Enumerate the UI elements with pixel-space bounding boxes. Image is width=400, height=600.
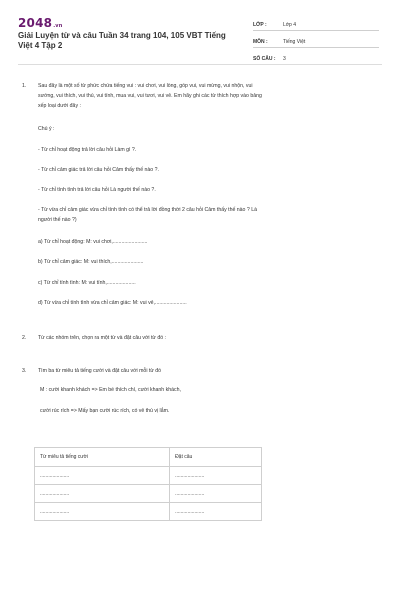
answer-line: a) Từ chỉ hoạt động: M: vui chơi,........................	[38, 239, 148, 245]
answer-line: b) Từ chỉ cảm giác: M: vui thích,......................	[38, 259, 144, 265]
note-line: - Từ chỉ tính tình trả lời câu hỏi Là người thế nào ?.	[38, 187, 156, 193]
question-number: 2.	[22, 335, 27, 341]
brand-suffix: .vn	[53, 23, 63, 29]
brand-logo[interactable]	[18, 16, 63, 30]
table-cell: .....................	[35, 503, 170, 521]
document-title: Giải Luyện từ và câu Tuần 34 trang 104, 105 VBT Tiếng Việt 4 Tập 2	[18, 31, 226, 50]
meta-row-subject	[253, 31, 379, 48]
question-prompt: Từ các nhóm trên, chọn ra một từ và đặt câu với từ đó :	[38, 335, 166, 341]
question-prompt-line: xếp loại dưới đây :	[38, 103, 81, 109]
note-line: người thế nào ?)	[38, 217, 77, 223]
note-line: - Từ vừa chỉ cảm giác vừa chỉ tính tình có thể trả lời đồng thời 2 câu hỏi Cảm thấy thế nào ? Là	[38, 207, 257, 213]
meta-value: Lớp 4	[283, 22, 297, 28]
example-line: cười rúc rích => Mấy bạn cười rúc rích, có vẻ thú vị lắm.	[40, 408, 170, 414]
question-number: 3.	[22, 368, 27, 374]
header-divider	[18, 64, 382, 65]
table-header-cell: Đặt câu	[170, 448, 262, 467]
question-prompt-line: sướng, vui thích, vui thú, vui tính, mua vui, vui tươi, vui vẻ. Em hãy ghi các từ thích hợp vào bảng	[38, 93, 262, 99]
table-cell: .....................	[35, 485, 170, 503]
meta-value: 3	[283, 56, 286, 62]
note-title: Chú ý :	[38, 126, 55, 132]
question-prompt: Tìm ba từ miêu tả tiếng cười và đặt câu với mỗi từ đó	[38, 368, 162, 374]
table-cell: .....................	[170, 467, 262, 485]
meta-label: LỚP :	[253, 22, 267, 28]
note-line: - Từ chỉ cảm giác trả lời câu hỏi Cảm thấy thế nào ?.	[38, 167, 159, 173]
meta-row-count	[253, 48, 379, 65]
table-row	[35, 503, 262, 521]
table-cell: .....................	[170, 485, 262, 503]
answer-line: d) Từ vừa chỉ tính tình vừa chỉ cảm giác: M: vui vẻ,......................	[38, 300, 187, 306]
meta-row-grade	[253, 14, 379, 31]
meta-value: Tiếng Việt	[283, 39, 306, 45]
table-cell: .....................	[170, 503, 262, 521]
table-row	[35, 485, 262, 503]
answer-table	[34, 447, 262, 521]
meta-label: MÔN :	[253, 39, 268, 45]
answer-line: c) Từ chỉ tính tình: M: vui tính,....................	[38, 280, 136, 286]
table-cell: .....................	[35, 467, 170, 485]
example-line: M : cười khanh khách => Em bé thích chí, cười khanh khách,	[40, 387, 181, 393]
brand-name: 2048	[18, 16, 53, 30]
question-number: 1.	[22, 83, 27, 89]
table-header-row	[35, 448, 262, 467]
meta-label: SỐ CÂU :	[253, 56, 276, 62]
question-prompt-line: Sau đây là một số từ phức chứa tiếng vui : vui chơi, vui lòng, góp vui, vui mừng, vui nhộn, vui	[38, 83, 253, 89]
document-meta	[253, 14, 379, 65]
note-line: - Từ chỉ hoạt động trả lời câu hỏi Làm gì ?.	[38, 147, 137, 153]
table-row	[35, 467, 262, 485]
table-header-cell: Từ miêu tả tiếng cười	[35, 448, 170, 467]
